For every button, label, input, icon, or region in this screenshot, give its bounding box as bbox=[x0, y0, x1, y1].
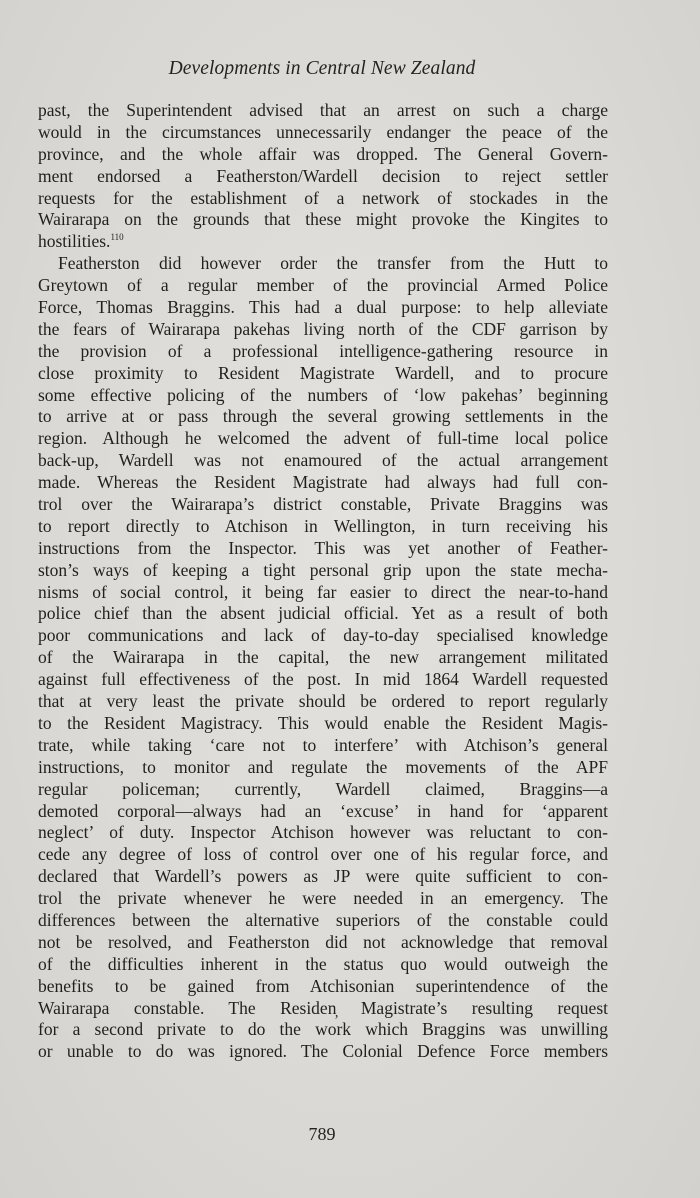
text-line: trol over the Wairarapa’s district constable, Private Braggins was bbox=[38, 494, 608, 515]
text-line: Greytown of a regular member of the provincial Armed Police bbox=[38, 275, 608, 296]
text-line: declared that Wardell’s powers as JP were quite sufficient to con- bbox=[38, 866, 608, 887]
text-line: ston’s ways of keeping a tight personal grip upon the state mecha- bbox=[38, 559, 608, 580]
text-line: to the Resident Magistracy. This would enable the Resident Magis- bbox=[38, 712, 608, 733]
text-line-content: hostilities. bbox=[38, 231, 111, 252]
text-line: would in the circumstances unnecessarily endanger the peace of the bbox=[38, 121, 608, 142]
text-line: instructions, to monitor and regulate the movements of the APF bbox=[38, 756, 608, 777]
text-line: back-up, Wardell was not enamoured of the actual arrangement bbox=[38, 450, 608, 471]
footnote-reference: 110 bbox=[110, 232, 124, 243]
text-line: close proximity to Resident Magistrate Wardell, and to procure bbox=[38, 362, 608, 383]
text-line: made. Whereas the Resident Magistrate had always had full con- bbox=[38, 472, 608, 493]
text-line: nisms of social control, it being far easier to direct the near-to-hand bbox=[38, 581, 608, 602]
text-line: not be resolved, and Featherston did not acknowledge that removal bbox=[38, 931, 608, 952]
text-line: trol the private whenever he were needed in an emergency. The bbox=[38, 888, 608, 909]
text-line: cede any degree of loss of control over one of his regular force, and bbox=[38, 844, 608, 865]
text-line: region. Although he welcomed the advent of full-time local police bbox=[38, 428, 608, 449]
text-line-last bbox=[38, 231, 608, 253]
text-line: the fears of Wairarapa pakehas living north of the CDF garrison by bbox=[38, 318, 608, 339]
body-text bbox=[38, 100, 608, 1063]
text-line: of the difficulties inherent in the status quo would outweigh the bbox=[38, 953, 608, 974]
text-line: the provision of a professional intelligence-gathering resource in bbox=[38, 340, 608, 361]
text-line: past, the Superintendent advised that an arrest on such a charge bbox=[38, 100, 608, 120]
page-number: 789 bbox=[308, 1124, 336, 1144]
text-line: province, and the whole affair was dropped. The General Govern- bbox=[38, 143, 608, 164]
text-line: requests for the establishment of a network of stockades in the bbox=[38, 187, 608, 208]
text-line-first: Featherston did however order the transfer from the Hutt to bbox=[58, 253, 608, 274]
text-line: benefits to be gained from Atchisonian superintendence of the bbox=[38, 975, 608, 996]
running-head: Developments in Central New Zealand bbox=[168, 58, 476, 79]
text-line: neglect’ of duty. Inspector Atchison however was reluctant to con- bbox=[38, 822, 608, 843]
text-line: Force, Thomas Braggins. This had a dual purpose: to help alleviate bbox=[38, 297, 608, 318]
text-line: to arrive at or pass through the several growing settlements in the bbox=[38, 406, 608, 427]
text-line: poor communications and lack of day-to-day specialised knowledge bbox=[38, 625, 608, 646]
text-line: of the Wairarapa in the capital, the new arrangement militated bbox=[38, 647, 608, 668]
text-line: Wairarapa on the grounds that these might provoke the Kingites to bbox=[38, 209, 608, 230]
text-line: police chief than the absent judicial official. Yet as a result of both bbox=[38, 603, 608, 624]
text-line: differences between the alternative superiors of the constable could bbox=[38, 909, 608, 930]
paragraph-1 bbox=[38, 100, 608, 253]
text-line: for a second private to do the work which Braggins was unwilling bbox=[38, 1019, 608, 1040]
text-line: some effective policing of the numbers of ‘low pakehas’ beginning bbox=[38, 384, 608, 405]
text-line: trate, while taking ‘care not to interfere’ with Atchison’s general bbox=[38, 734, 608, 755]
paragraph-2 bbox=[38, 253, 608, 1063]
text-line: or unable to do was ignored. The Colonial Defence Force members bbox=[38, 1041, 608, 1062]
text-line: regular policeman; currently, Wardell claimed, Braggins—a bbox=[38, 778, 608, 799]
text-line: Wairarapa constable. The Residen̦ Magistrate’s resulting request bbox=[38, 997, 608, 1018]
text-line: to report directly to Atchison in Wellington, in turn receiving his bbox=[38, 515, 608, 536]
text-line: that at very least the private should be ordered to report regularly bbox=[38, 691, 608, 712]
text-line: instructions from the Inspector. This was yet another of Feather- bbox=[38, 537, 608, 558]
text-line: ment endorsed a Featherston/Wardell decision to reject settler bbox=[38, 165, 608, 186]
text-line: demoted corporal—always had an ‘excuse’ in hand for ‘apparent bbox=[38, 800, 608, 821]
text-line: against full effectiveness of the post. In mid 1864 Wardell requested bbox=[38, 669, 608, 690]
